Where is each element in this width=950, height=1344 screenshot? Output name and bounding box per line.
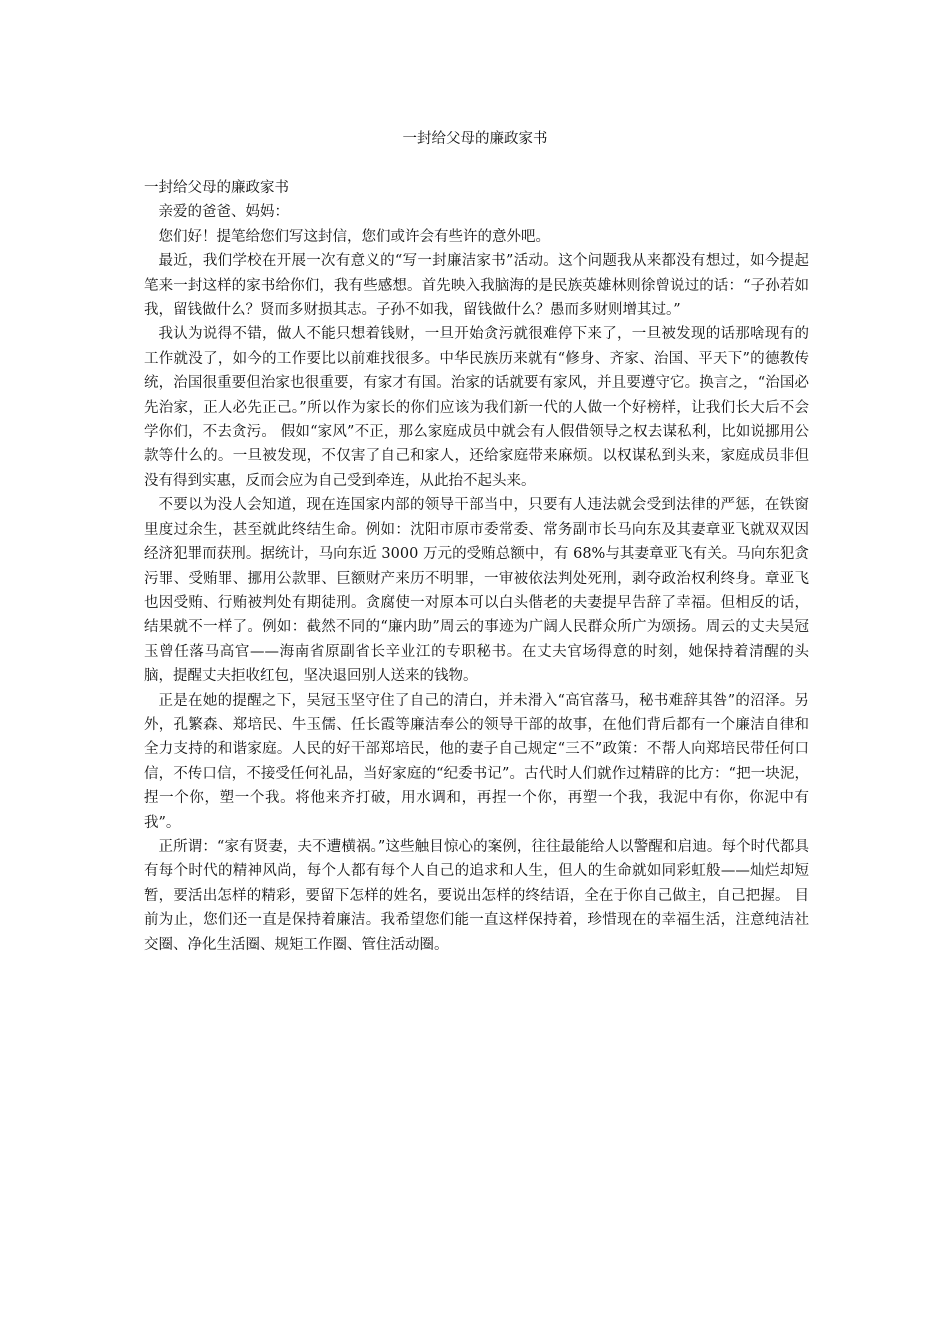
letter-heading: 一封给父母的廉政家书 — [144, 180, 289, 196]
paragraph: 最近，我们学校在开展一次有意义的“写一封廉洁家书”活动。这个问题我从来都没有想过，如今提起笔来一封这样的家书给你们，我有些感想。首先映入我脑海的是民族英雄林则徐曾说过的话：“子孙若如我，留钱做什么？贤而多财损其志。子孙不如我，留钱做什么？愚而多财则增其过。” — [144, 253, 809, 319]
document-title: 一封给父母的廉政家书 — [402, 131, 548, 147]
paragraph: 不要以为没人会知道，现在连国家内部的领导干部当中，只要有人违法就会受到法律的严惩，在铁窗里度过余生，甚至就此终结生命。例如：沈阳市原市委常委、常务副市长马向东及其妻章亚飞就双双因经济犯罪而获刑。据统计，马向东近 3000 万元的受贿总额中，有 68%与其妻章亚飞有关。马向东犯贪污罪、受贿罪、挪用公款罪、巨额财产来历不明罪，一审被依法判处死刑，剥夺政治权利终身。章亚飞也因受贿、行贿被判处有期徒刑。贪腐使一对原本可以白头偕老的夫妻提早告辞了幸福。但相反的话，结果就不一样了。例如：截然不同的“廉内助”周云的事迹为广阔人民群众所广为颂扬。周云的丈夫吴冠玉曾任落马高官——海南省原副省长辛业江的专职秘书。在丈夫官场得意的时刻，她保持着清醒的头脑，提醒丈夫拒收红包，坚决退回别人送来的钱物。 — [144, 497, 809, 685]
paragraph: 我认为说得不错，做人不能只想着钱财，一旦开始贪污就很难停下来了，一旦被发现的话那啥现有的工作就没了，如今的工作要比以前难找很多。中华民族历来就有“修身、齐家、治国、平天下”的德教传统，治国很重要但治家也很重要，有家才有国。治家的话就要有家风，并且要遵守它。换言之，“治国必先治家，正人必先正己。”所以作为家长的你们应该为我们新一代的人做一个好榜样，让我们长大后不会学你们，不去贪污。 假如“家风”不正，那么家庭成员中就会有人假借领导之权去谋私利，比如说挪用公款等什么的。一旦被发现，不仅害了自己和家人，还给家庭带来麻烦。以权谋私到头来，家庭成员非但没有得到实惠，反而会应为自己受到牵连，从此抬不起头来。 — [144, 326, 809, 489]
paragraph: 您们好！提笔给您们写这封信，您们或许会有些许的意外吧。 — [158, 228, 550, 245]
paragraph: 正是在她的提醒之下，吴冠玉坚守住了自己的清白，并未滑入“高官落马，秘书难辞其咎”的沼泽。另外，孔繁森、郑培民、牛玉儒、任长霞等廉洁奉公的领导干部的故事，在他们背后都有一个廉洁自律和全力支持的和谐家庭。人民的好干部郑培民，他的妻子自己规定“三不”政策：不帮人向郑培民带任何口信，不传口信，不接受任何礼品，当好家庭的“纪委书记”。古代时人们就作过精辟的比方：“把一块泥，捏一个你，塑一个我。将他来齐打破，用水调和，再捏一个你，再塑一个我，我泥中有你，你泥中有我”。 — [144, 692, 809, 831]
salutation: 亲爱的爸爸、妈妈： — [158, 204, 289, 221]
document-body — [144, 176, 809, 957]
paragraph: 正所谓：“家有贤妻，夫不遭横祸。”这些触目惊心的案例，往往最能给人以警醒和启迪。每个时代都具有每个时代的精神风尚，每个人都有每个人自己的追求和人生，但人的生命就如同彩虹般——灿烂却短暂，要活出怎样的精彩，要留下怎样的姓名，要说出怎样的终结语，全在于你自己做主，自己把握。 目前为止，您们还一直是保持着廉洁。我希望您们能一直这样保持着，珍惜现在的幸福生活，注意纯洁社交圈、净化生活圈、规矩工作圈、管住活动圈。 — [144, 838, 809, 953]
